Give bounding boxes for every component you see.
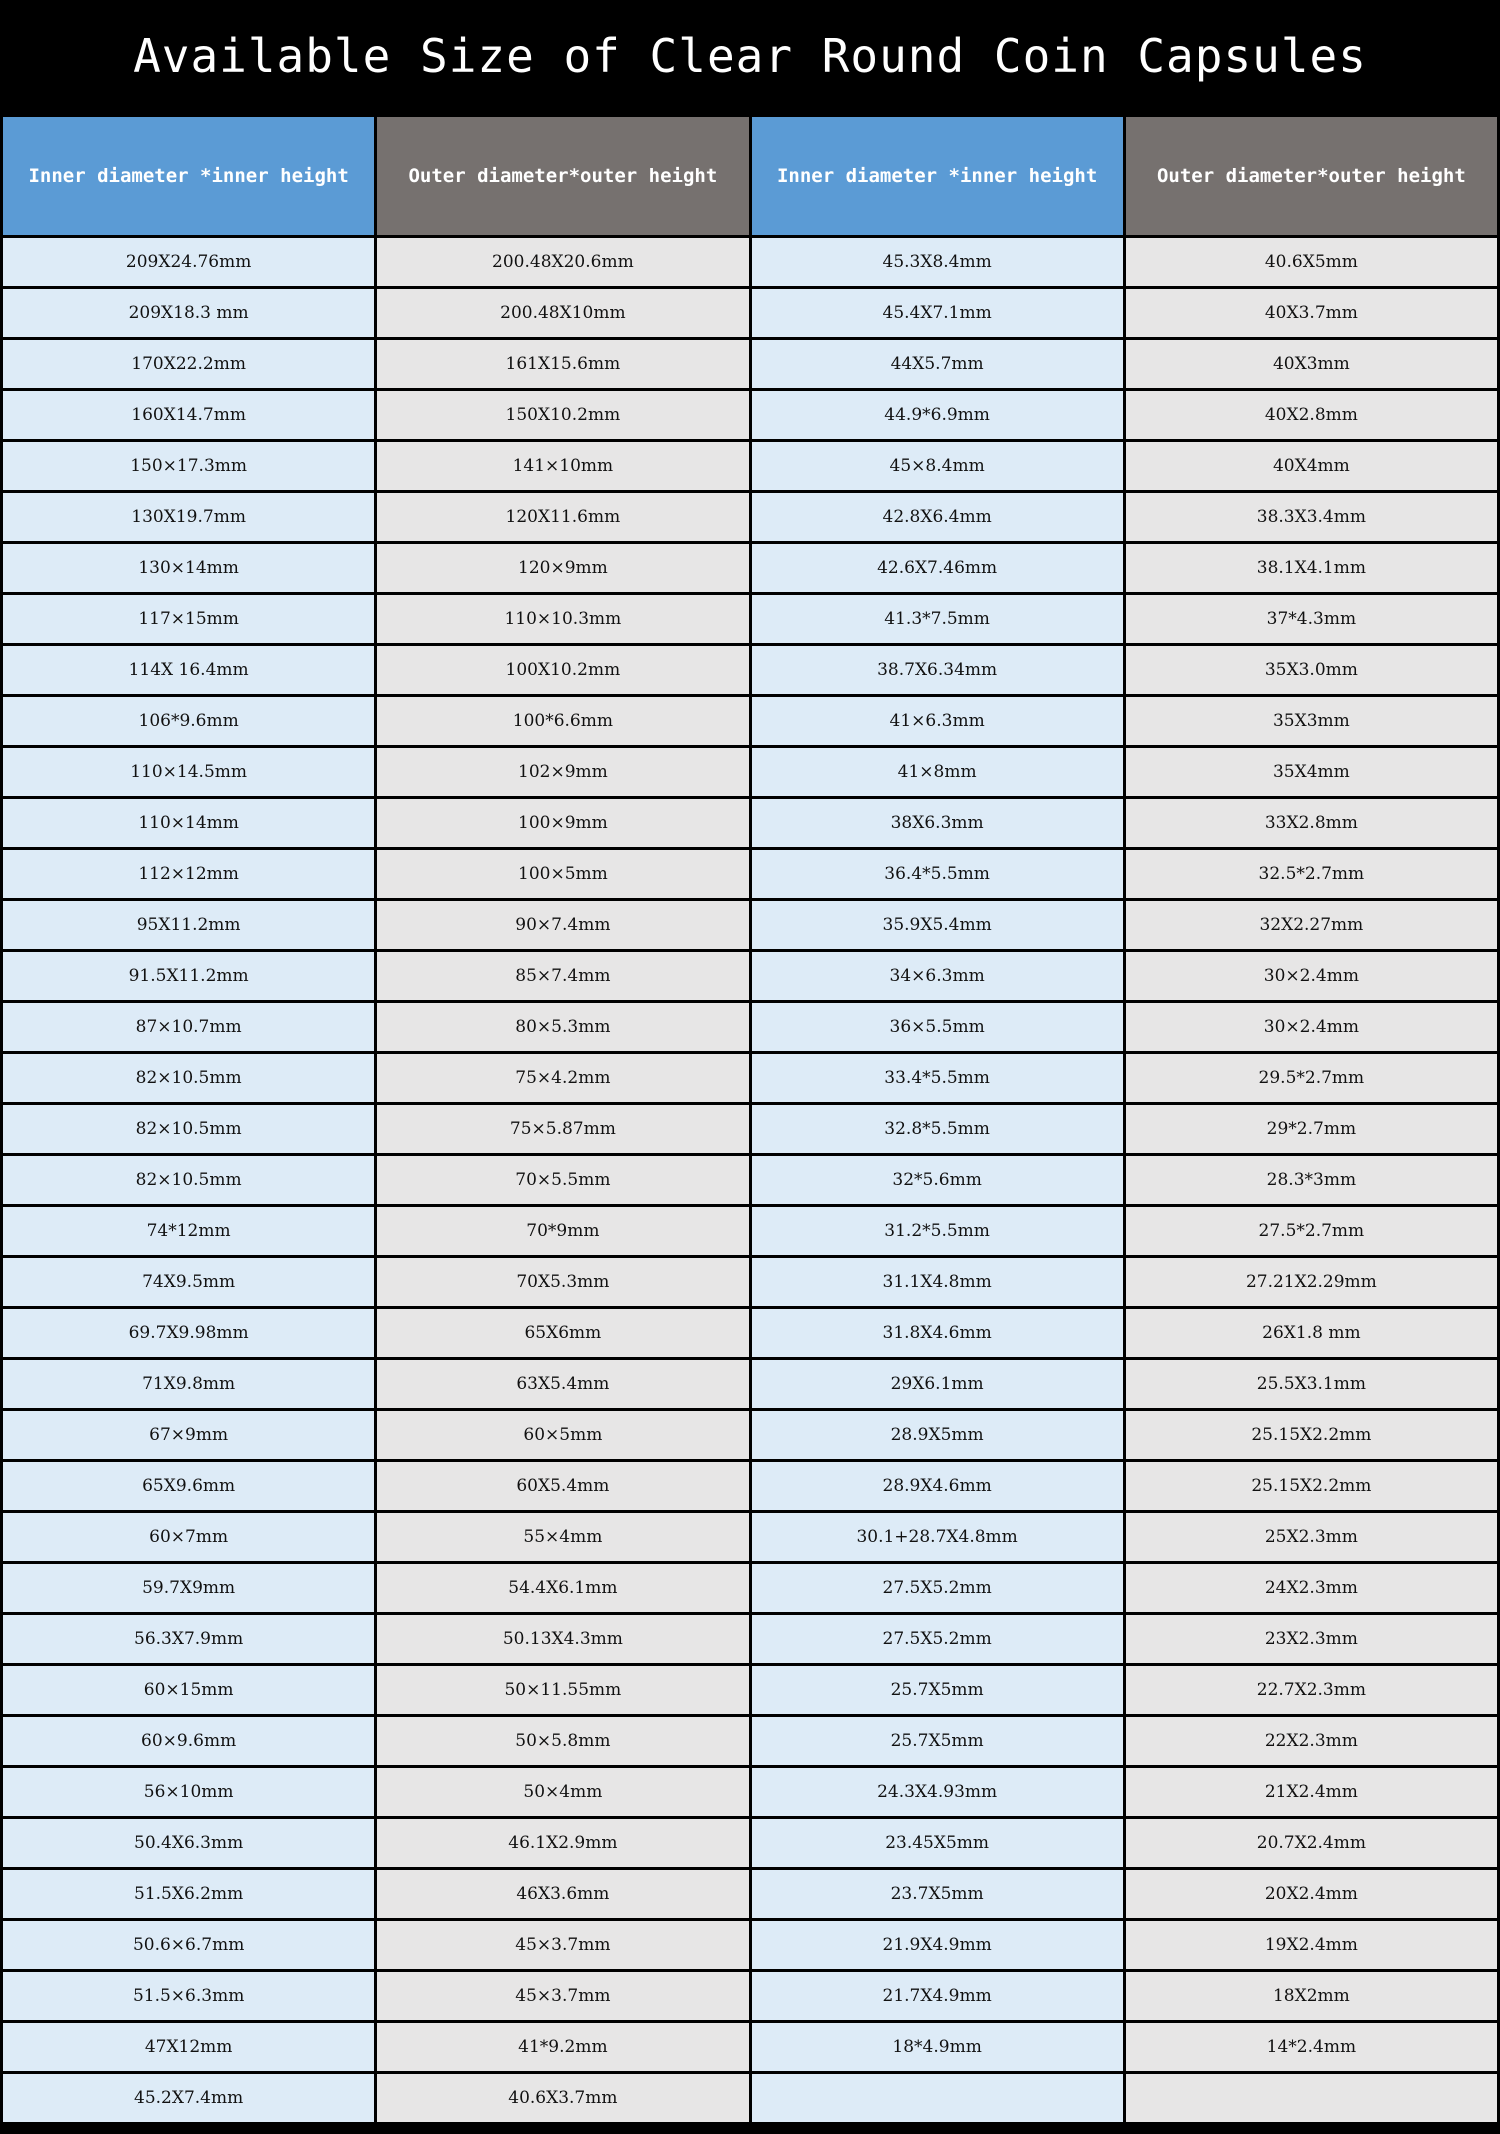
table-cell: 18X2mm bbox=[1126, 1972, 1497, 2020]
table-cell: 110×14.5mm bbox=[3, 748, 374, 796]
table-cell: 100*6.6mm bbox=[377, 697, 748, 745]
table-cell: 60×5mm bbox=[377, 1411, 748, 1459]
table-cell: 90×7.4mm bbox=[377, 901, 748, 949]
table-cell: 160X14.7mm bbox=[3, 391, 374, 439]
table-cell: 82×10.5mm bbox=[3, 1156, 374, 1204]
table-cell: 42.8X6.4mm bbox=[752, 493, 1123, 541]
table-cell: 70X5.3mm bbox=[377, 1258, 748, 1306]
table-cell: 34×6.3mm bbox=[752, 952, 1123, 1000]
table-cell: 21X2.4mm bbox=[1126, 1768, 1497, 1816]
table-cell: 59.7X9mm bbox=[3, 1564, 374, 1612]
table-cell: 120×9mm bbox=[377, 544, 748, 592]
table-cell: 70×5.5mm bbox=[377, 1156, 748, 1204]
table-row bbox=[3, 1462, 1497, 1510]
table-cell: 30×2.4mm bbox=[1126, 1003, 1497, 1051]
table-row bbox=[3, 391, 1497, 439]
table-row bbox=[3, 442, 1497, 490]
table-cell: 26X1.8 mm bbox=[1126, 1309, 1497, 1357]
table-cell: 71X9.8mm bbox=[3, 1360, 374, 1408]
table-cell: 60X5.4mm bbox=[377, 1462, 748, 1510]
table-cell: 46.1X2.9mm bbox=[377, 1819, 748, 1867]
table-cell: 42.6X7.46mm bbox=[752, 544, 1123, 592]
table-cell: 44X5.7mm bbox=[752, 340, 1123, 388]
table-cell: 40X3.7mm bbox=[1126, 289, 1497, 337]
table-cell: 112×12mm bbox=[3, 850, 374, 898]
table-cell: 27.5X5.2mm bbox=[752, 1564, 1123, 1612]
table-cell: 170X22.2mm bbox=[3, 340, 374, 388]
table-cell: 45×3.7mm bbox=[377, 1972, 748, 2020]
table-cell: 95X11.2mm bbox=[3, 901, 374, 949]
table-row bbox=[3, 697, 1497, 745]
table-cell: 40X4mm bbox=[1126, 442, 1497, 490]
table-cell: 47X12mm bbox=[3, 2023, 374, 2071]
table-cell: 38X6.3mm bbox=[752, 799, 1123, 847]
table-cell: 110×14mm bbox=[3, 799, 374, 847]
table-cell: 28.3*3mm bbox=[1126, 1156, 1497, 1204]
table-cell: 41×6.3mm bbox=[752, 697, 1123, 745]
table-cell: 45×8.4mm bbox=[752, 442, 1123, 490]
table-cell: 38.7X6.34mm bbox=[752, 646, 1123, 694]
size-table bbox=[0, 114, 1500, 2125]
table-cell: 200.48X20.6mm bbox=[377, 238, 748, 286]
table-row bbox=[3, 493, 1497, 541]
table-cell: 32.8*5.5mm bbox=[752, 1105, 1123, 1153]
table-cell: 60×15mm bbox=[3, 1666, 374, 1714]
table-cell: 63X5.4mm bbox=[377, 1360, 748, 1408]
table-cell: 27.21X2.29mm bbox=[1126, 1258, 1497, 1306]
table-row bbox=[3, 1411, 1497, 1459]
table-row bbox=[3, 799, 1497, 847]
table-cell: 40.6X3.7mm bbox=[377, 2074, 748, 2122]
table-cell: 100×5mm bbox=[377, 850, 748, 898]
table-row bbox=[3, 1666, 1497, 1714]
table-cell: 40X2.8mm bbox=[1126, 391, 1497, 439]
table-row bbox=[3, 952, 1497, 1000]
table-cell: 41×8mm bbox=[752, 748, 1123, 796]
table-row bbox=[3, 1717, 1497, 1765]
table-cell: 35X4mm bbox=[1126, 748, 1497, 796]
table-cell: 40.6X5mm bbox=[1126, 238, 1497, 286]
table-cell: 25.15X2.2mm bbox=[1126, 1462, 1497, 1510]
table-cell: 32.5*2.7mm bbox=[1126, 850, 1497, 898]
table-cell: 209X18.3 mm bbox=[3, 289, 374, 337]
table-row bbox=[3, 1768, 1497, 1816]
table-cell: 55×4mm bbox=[377, 1513, 748, 1561]
table-cell: 51.5×6.3mm bbox=[3, 1972, 374, 2020]
table-cell: 100X10.2mm bbox=[377, 646, 748, 694]
table-cell: 130×14mm bbox=[3, 544, 374, 592]
table-cell: 24.3X4.93mm bbox=[752, 1768, 1123, 1816]
table-row bbox=[3, 289, 1497, 337]
table-cell: 20.7X2.4mm bbox=[1126, 1819, 1497, 1867]
table-cell: 80×5.3mm bbox=[377, 1003, 748, 1051]
table-cell: 25.15X2.2mm bbox=[1126, 1411, 1497, 1459]
table-cell: 32*5.6mm bbox=[752, 1156, 1123, 1204]
table-cell: 100×9mm bbox=[377, 799, 748, 847]
table-cell: 36×5.5mm bbox=[752, 1003, 1123, 1051]
table-cell: 45×3.7mm bbox=[377, 1921, 748, 1969]
table-cell: 44.9*6.9mm bbox=[752, 391, 1123, 439]
table-cell: 28.9X5mm bbox=[752, 1411, 1123, 1459]
column-header: Inner diameter *inner height bbox=[752, 117, 1123, 235]
table-cell: 50.4X6.3mm bbox=[3, 1819, 374, 1867]
page-title: Available Size of Clear Round Coin Capsules bbox=[0, 0, 1500, 114]
table-row bbox=[3, 1258, 1497, 1306]
table-row bbox=[3, 1309, 1497, 1357]
table-row bbox=[3, 1870, 1497, 1918]
table-cell: 14*2.4mm bbox=[1126, 2023, 1497, 2071]
table-cell: 21.9X4.9mm bbox=[752, 1921, 1123, 1969]
table-cell: 38.3X3.4mm bbox=[1126, 493, 1497, 541]
table-cell: 50×5.8mm bbox=[377, 1717, 748, 1765]
table-cell: 50×11.55mm bbox=[377, 1666, 748, 1714]
table-cell: 37*4.3mm bbox=[1126, 595, 1497, 643]
table-cell: 75×4.2mm bbox=[377, 1054, 748, 1102]
table-row bbox=[3, 1564, 1497, 1612]
table-cell: 35X3.0mm bbox=[1126, 646, 1497, 694]
table-row bbox=[3, 595, 1497, 643]
table-row bbox=[3, 2074, 1497, 2122]
table-cell: 22X2.3mm bbox=[1126, 1717, 1497, 1765]
table-cell: 35.9X5.4mm bbox=[752, 901, 1123, 949]
table-row bbox=[3, 1156, 1497, 1204]
table-cell: 85×7.4mm bbox=[377, 952, 748, 1000]
table-cell: 24X2.3mm bbox=[1126, 1564, 1497, 1612]
table-row bbox=[3, 1003, 1497, 1051]
table-row bbox=[3, 850, 1497, 898]
table-cell: 120X11.6mm bbox=[377, 493, 748, 541]
table-cell: 27.5*2.7mm bbox=[1126, 1207, 1497, 1255]
table-cell: 45.3X8.4mm bbox=[752, 238, 1123, 286]
table-row bbox=[3, 238, 1497, 286]
table-cell: 54.4X6.1mm bbox=[377, 1564, 748, 1612]
table-cell: 23X2.3mm bbox=[1126, 1615, 1497, 1663]
table-cell: 29X6.1mm bbox=[752, 1360, 1123, 1408]
table-cell: 29*2.7mm bbox=[1126, 1105, 1497, 1153]
table-cell: 36.4*5.5mm bbox=[752, 850, 1123, 898]
table-cell: 141×10mm bbox=[377, 442, 748, 490]
table-cell: 25.5X3.1mm bbox=[1126, 1360, 1497, 1408]
table-row bbox=[3, 1615, 1497, 1663]
table-cell: 22.7X2.3mm bbox=[1126, 1666, 1497, 1714]
table-cell: 74X9.5mm bbox=[3, 1258, 374, 1306]
table-row bbox=[3, 1921, 1497, 1969]
table-cell: 35X3mm bbox=[1126, 697, 1497, 745]
table-cell: 28.9X4.6mm bbox=[752, 1462, 1123, 1510]
table-cell: 25.7X5mm bbox=[752, 1666, 1123, 1714]
table-cell: 65X9.6mm bbox=[3, 1462, 374, 1510]
table-cell: 130X19.7mm bbox=[3, 493, 374, 541]
table-cell: 50×4mm bbox=[377, 1768, 748, 1816]
table-row bbox=[3, 544, 1497, 592]
table-cell: 18*4.9mm bbox=[752, 2023, 1123, 2071]
table-cell: 21.7X4.9mm bbox=[752, 1972, 1123, 2020]
table-cell: 87×10.7mm bbox=[3, 1003, 374, 1051]
table-cell: 20X2.4mm bbox=[1126, 1870, 1497, 1918]
table-cell: 114X 16.4mm bbox=[3, 646, 374, 694]
table-cell: 150X10.2mm bbox=[377, 391, 748, 439]
table-cell: 209X24.76mm bbox=[3, 238, 374, 286]
table-cell: 33X2.8mm bbox=[1126, 799, 1497, 847]
header-row bbox=[3, 117, 1497, 235]
table-cell: 150×17.3mm bbox=[3, 442, 374, 490]
table-cell: 19X2.4mm bbox=[1126, 1921, 1497, 1969]
table-cell: 33.4*5.5mm bbox=[752, 1054, 1123, 1102]
table-cell: 51.5X6.2mm bbox=[3, 1870, 374, 1918]
table-cell: 40X3mm bbox=[1126, 340, 1497, 388]
table-row bbox=[3, 1513, 1497, 1561]
table-cell: 60×9.6mm bbox=[3, 1717, 374, 1765]
table-cell: 30×2.4mm bbox=[1126, 952, 1497, 1000]
table-cell: 31.1X4.8mm bbox=[752, 1258, 1123, 1306]
table-cell: 41.3*7.5mm bbox=[752, 595, 1123, 643]
table-cell: 91.5X11.2mm bbox=[3, 952, 374, 1000]
table-cell: 117×15mm bbox=[3, 595, 374, 643]
table-cell: 69.7X9.98mm bbox=[3, 1309, 374, 1357]
table-cell: 70*9mm bbox=[377, 1207, 748, 1255]
table-row bbox=[3, 1105, 1497, 1153]
table-cell: 32X2.27mm bbox=[1126, 901, 1497, 949]
column-header: Inner diameter *inner height bbox=[3, 117, 374, 235]
table-cell: 25X2.3mm bbox=[1126, 1513, 1497, 1561]
table-cell: 50.6×6.7mm bbox=[3, 1921, 374, 1969]
table-row bbox=[3, 1054, 1497, 1102]
table-cell: 65X6mm bbox=[377, 1309, 748, 1357]
table-cell: 29.5*2.7mm bbox=[1126, 1054, 1497, 1102]
table-cell: 200.48X10mm bbox=[377, 289, 748, 337]
table-cell bbox=[1126, 2074, 1497, 2122]
table-cell: 27.5X5.2mm bbox=[752, 1615, 1123, 1663]
table-cell: 161X15.6mm bbox=[377, 340, 748, 388]
table-cell: 67×9mm bbox=[3, 1411, 374, 1459]
table-cell: 31.8X4.6mm bbox=[752, 1309, 1123, 1357]
table-cell: 38.1X4.1mm bbox=[1126, 544, 1497, 592]
table-cell: 74*12mm bbox=[3, 1207, 374, 1255]
table-cell: 45.2X7.4mm bbox=[3, 2074, 374, 2122]
table-body bbox=[3, 238, 1497, 2122]
column-header: Outer diameter*outer height bbox=[377, 117, 748, 235]
table-row bbox=[3, 748, 1497, 796]
table-cell: 82×10.5mm bbox=[3, 1105, 374, 1153]
table-cell: 56×10mm bbox=[3, 1768, 374, 1816]
table-cell: 56.3X7.9mm bbox=[3, 1615, 374, 1663]
column-header: Outer diameter*outer height bbox=[1126, 117, 1497, 235]
table-cell: 106*9.6mm bbox=[3, 697, 374, 745]
table-cell: 75×5.87mm bbox=[377, 1105, 748, 1153]
table-cell: 50.13X4.3mm bbox=[377, 1615, 748, 1663]
table-cell: 102×9mm bbox=[377, 748, 748, 796]
table-cell: 23.7X5mm bbox=[752, 1870, 1123, 1918]
table-row bbox=[3, 646, 1497, 694]
table-cell: 30.1+28.7X4.8mm bbox=[752, 1513, 1123, 1561]
table-cell: 23.45X5mm bbox=[752, 1819, 1123, 1867]
table-cell bbox=[752, 2074, 1123, 2122]
table-row bbox=[3, 2023, 1497, 2071]
table-cell: 25.7X5mm bbox=[752, 1717, 1123, 1765]
table-row bbox=[3, 1972, 1497, 2020]
table-cell: 60×7mm bbox=[3, 1513, 374, 1561]
table-cell: 82×10.5mm bbox=[3, 1054, 374, 1102]
table-row bbox=[3, 1819, 1497, 1867]
table-cell: 46X3.6mm bbox=[377, 1870, 748, 1918]
table-row bbox=[3, 1360, 1497, 1408]
table-cell: 110×10.3mm bbox=[377, 595, 748, 643]
table-row bbox=[3, 1207, 1497, 1255]
table-row bbox=[3, 901, 1497, 949]
table-cell: 31.2*5.5mm bbox=[752, 1207, 1123, 1255]
table-cell: 41*9.2mm bbox=[377, 2023, 748, 2071]
table-row bbox=[3, 340, 1497, 388]
table-cell: 45.4X7.1mm bbox=[752, 289, 1123, 337]
